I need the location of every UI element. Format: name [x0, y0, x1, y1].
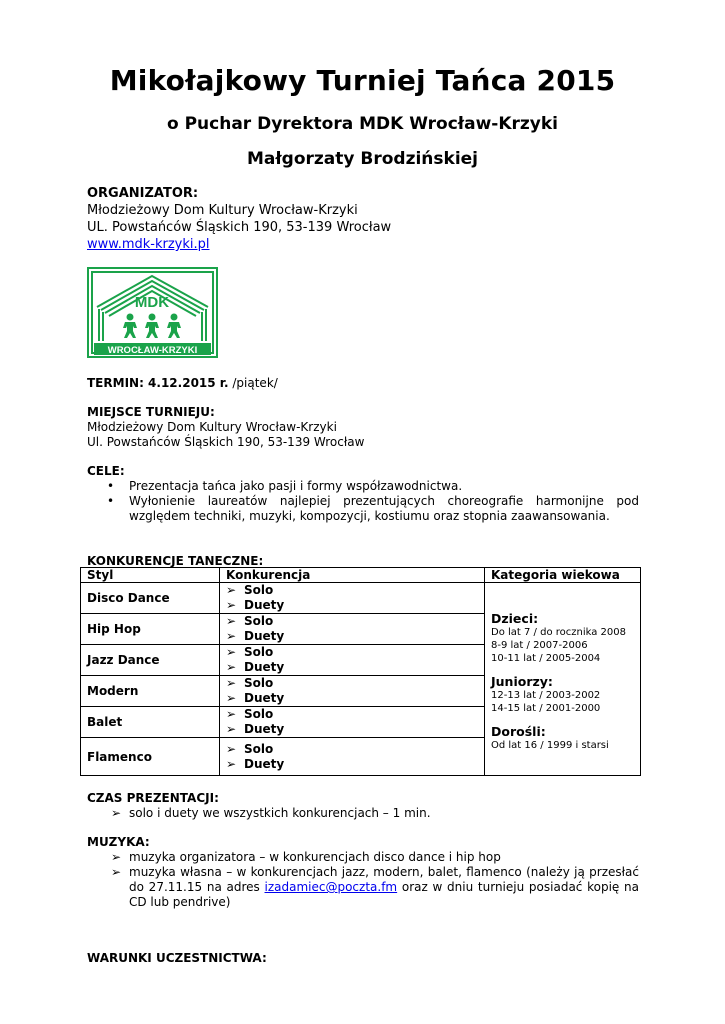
competitions-label: KONKURENCJE TANECZNE:	[87, 554, 264, 568]
table-row: Hip Hop ➢ Solo ➢ Duety	[81, 614, 641, 645]
organizer-section	[87, 185, 391, 253]
organizer-website-link[interactable]: www.mdk-krzyki.pl	[87, 237, 210, 252]
mdk-logo	[87, 267, 218, 358]
header-style: Styl	[81, 568, 220, 583]
time-label: CZAS PREZENTACJI:	[87, 791, 219, 805]
music-item: ➢ muzyka organizatora – w konkurencjach disco dance i hip hop	[111, 850, 501, 864]
arrow-bullet-icon: ➢	[226, 756, 237, 771]
organizer-name: Młodzieżowy Dom Kultury Wrocław-Krzyki	[87, 203, 358, 218]
header-age-category: Kategoria wiekowa	[485, 568, 641, 583]
arrow-bullet-icon: ➢	[226, 691, 237, 705]
arrow-bullet-icon: ➢	[226, 629, 237, 643]
table-header-row	[81, 568, 641, 583]
goal-item: • Wyłonienie laureatów najlepiej prezentujących choreografie harmonijne pod względem techniki, muzyki, kompozycji, kostiumu oraz stopnia zaawansowania.	[107, 494, 639, 523]
goal-item: • Prezentacja tańca jako pasji i formy współzawodnictwa.	[107, 479, 463, 493]
arrow-bullet-icon: ➢	[226, 707, 237, 721]
table-row: Disco Dance ➢ Solo ➢ Duety Dzieci: Do lat 7 / do rocznika 2008 8-9 lat / 2007-2006 10-11 lat / 2005-2004 Juniorzy: 12-13 lat / 2003-2002 14-15 lat / 2001-2000 Dorośli: Od lat 16 / 1999 i starsi	[81, 583, 641, 614]
conditions-label: WARUNKI UCZESTNICTWA:	[87, 951, 267, 965]
age-group-juniors: Juniorzy:	[491, 674, 553, 689]
competitions-table	[80, 567, 641, 776]
table-row: Flamenco ➢ Solo ➢ Duety	[81, 738, 641, 776]
bullet-dot-icon: •	[107, 479, 115, 493]
page-subtitle-cup: o Puchar Dyrektora MDK Wrocław-Krzyki	[166, 114, 559, 134]
time-section	[87, 791, 639, 821]
logo-top-text: MDK	[134, 294, 170, 311]
arrow-bullet-icon: ➢	[111, 850, 122, 864]
arrow-bullet-icon: ➢	[226, 614, 237, 628]
table-row: Modern ➢ Solo ➢ Duety	[81, 676, 641, 707]
venue-section	[87, 405, 364, 450]
date-section	[87, 376, 278, 391]
page-subtitle-name: Małgorzaty Brodzińskiej	[246, 149, 479, 169]
bullet-dot-icon: •	[107, 494, 115, 508]
time-item: ➢ solo i duety we wszystkich konkurencjach – 1 min.	[111, 806, 431, 820]
age-group-adults: Dorośli:	[491, 724, 546, 739]
music-item: ➢ muzyka własna – w konkurencjach jazz, modern, balet, flamenco (należy ją przesłać do 27.11.15 na adres izadamiec@poczta.fm oraz w dniu turnieju posiadać kopię na CD lub pendrive)	[111, 865, 639, 909]
music-label: MUZYKA:	[87, 835, 150, 849]
age-categories-cell: Dzieci: Do lat 7 / do rocznika 2008 8-9 lat / 2007-2006 10-11 lat / 2005-2004 Juniorzy: 12-13 lat / 2003-2002 14-15 lat / 2001-2000 Dorośli: Od lat 16 / 1999 i starsi	[485, 583, 641, 776]
table-row: Jazz Dance ➢ Solo ➢ Duety	[81, 645, 641, 676]
arrow-bullet-icon: ➢	[226, 722, 237, 736]
organizer-address: UL. Powstańców Śląskich 190, 53-139 Wrocław	[87, 220, 392, 235]
venue-address: Ul. Powstańców Śląskich 190, 53-139 Wrocław	[87, 435, 365, 449]
email-link[interactable]: izadamiec@poczta.fm	[264, 880, 398, 894]
arrow-bullet-icon: ➢	[226, 583, 237, 597]
date-label: TERMIN: 4.12.2015 r.	[87, 376, 229, 390]
table-row: Balet ➢ Solo ➢ Duety	[81, 707, 641, 738]
organizer-label: ORGANIZATOR:	[87, 186, 199, 201]
arrow-bullet-icon: ➢	[226, 598, 237, 612]
page-title: Mikołajkowy Turniej Tańca 2015	[109, 64, 616, 97]
logo-bottom-text: WROCŁAW-KRZYKI	[107, 345, 198, 356]
arrow-bullet-icon: ➢	[111, 806, 122, 820]
age-group-children: Dzieci:	[491, 611, 539, 626]
venue-label: MIEJSCE TURNIEJU:	[87, 405, 215, 419]
goals-section	[87, 464, 639, 524]
header-competition: Konkurencja	[220, 568, 485, 583]
arrow-bullet-icon: ➢	[226, 660, 237, 674]
venue-name: Młodzieżowy Dom Kultury Wrocław-Krzyki	[87, 420, 337, 434]
arrow-bullet-icon: ➢	[226, 741, 237, 756]
arrow-bullet-icon: ➢	[111, 865, 122, 879]
music-section	[87, 835, 639, 910]
goals-label: CELE:	[87, 464, 125, 478]
date-weekday: /piątek/	[228, 376, 278, 390]
arrow-bullet-icon: ➢	[226, 645, 237, 659]
arrow-bullet-icon: ➢	[226, 676, 237, 690]
